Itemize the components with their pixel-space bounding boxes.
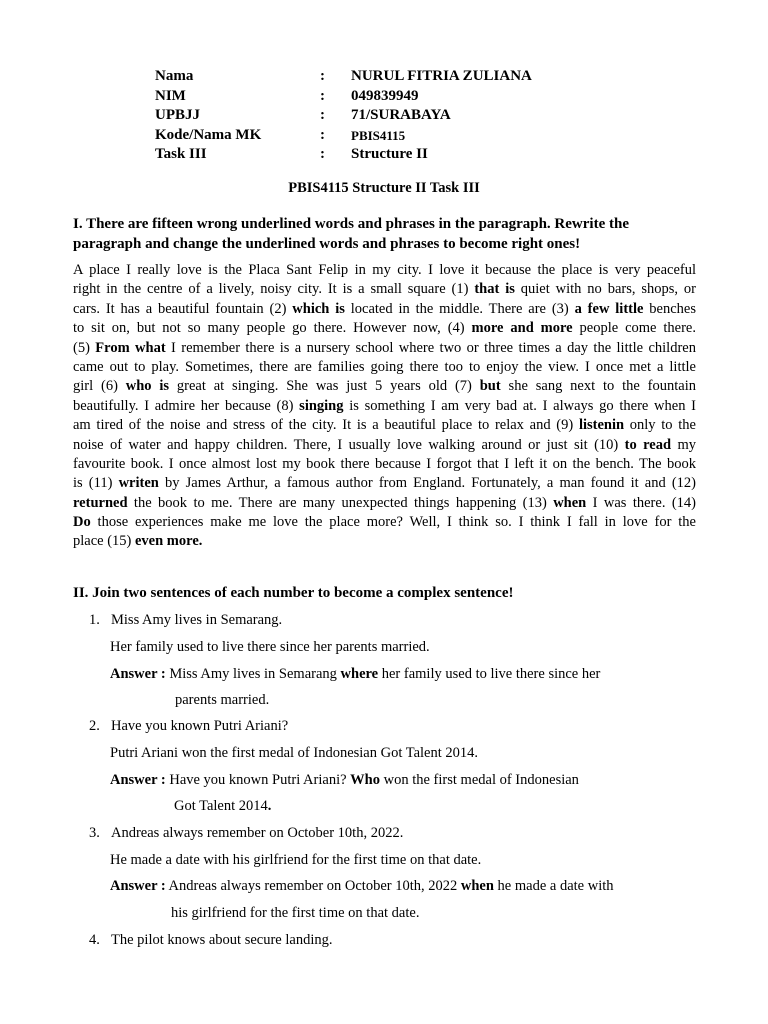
answer-text bbox=[171, 905, 419, 921]
item-2-answer-line-1 bbox=[110, 772, 579, 789]
highlighted-word: when bbox=[460, 878, 494, 894]
info-colon: : bbox=[320, 107, 325, 123]
info-value: 71/SURABAYA bbox=[351, 107, 451, 123]
text-run: beautifully. I admire her because (8) bbox=[73, 397, 300, 414]
item-number: 3. bbox=[89, 825, 100, 841]
text-run: Have you known Putri Ariani? bbox=[165, 772, 351, 788]
item-1-sentence-2: Her family used to live there since her parents married. bbox=[110, 639, 430, 655]
highlighted-word: Do bbox=[73, 514, 91, 531]
text-run: she sang next to the fountain bbox=[500, 378, 696, 395]
paragraph-line bbox=[73, 474, 696, 493]
paragraph-line bbox=[73, 513, 696, 532]
text-run: cars. It has a beautiful fountain (2) bbox=[73, 300, 293, 317]
highlighted-word: listenin bbox=[578, 417, 625, 434]
text-run: Miss Amy lives in Semarang bbox=[165, 666, 341, 682]
paragraph-line bbox=[73, 436, 696, 455]
item-sentence: Miss Amy lives in Semarang. bbox=[111, 612, 283, 628]
section-2-heading: II. Join two sentences of each number to become a complex sentence! bbox=[73, 585, 514, 601]
highlighted-word: writen bbox=[118, 475, 159, 492]
item-sentence: The pilot knows about secure landing. bbox=[111, 932, 333, 948]
info-colon: : bbox=[320, 68, 325, 84]
info-label: Nama bbox=[155, 68, 194, 84]
highlighted-word: who is bbox=[125, 378, 170, 395]
text-run: the book to me. There are many unexpected things happening (13) bbox=[127, 494, 554, 511]
highlighted-word: singing bbox=[299, 397, 344, 414]
info-colon: : bbox=[320, 126, 325, 143]
text-run: those experiences make me love the place more? Well, I think so. I think I fall in love for the bbox=[90, 514, 696, 531]
item-3-sentence-2: He made a date with his girlfriend for the first time on that date. bbox=[110, 852, 482, 868]
info-colon: : bbox=[320, 146, 325, 162]
text-run: Got Talent 2014 bbox=[174, 798, 268, 814]
highlighted-word: Who bbox=[350, 772, 380, 788]
info-value: 049839949 bbox=[351, 87, 419, 104]
paragraph-line bbox=[73, 300, 696, 319]
text-run: to sit on, but not so many people go there. However now, (4) bbox=[73, 320, 472, 337]
paragraph-line bbox=[73, 280, 696, 299]
text-run: her family used to live there since her bbox=[378, 666, 601, 682]
info-label: Task III bbox=[155, 146, 207, 162]
info-label: NIM bbox=[155, 87, 186, 104]
text-run: Andreas always remember on October 10th, 2022 bbox=[165, 878, 461, 894]
text-run: only to the bbox=[624, 417, 696, 434]
info-colon: : bbox=[320, 87, 325, 104]
item-2-sentence-1 bbox=[89, 718, 288, 735]
paragraph-line bbox=[73, 261, 696, 280]
highlighted-word: when bbox=[553, 494, 587, 511]
text-run: (5) bbox=[73, 339, 96, 356]
item-2-answer-line-2 bbox=[174, 798, 271, 815]
item-1-sentence-1 bbox=[89, 612, 282, 629]
answer-label: Answer : bbox=[110, 878, 166, 894]
section-1-heading-line: I. There are fifteen wrong underlined words and phrases in the paragraph. Rewrite the bbox=[73, 216, 629, 232]
highlighted-word: even more. bbox=[135, 533, 203, 550]
info-row-upbjj bbox=[155, 106, 532, 126]
paragraph-line bbox=[73, 455, 696, 474]
text-run: people come there. bbox=[572, 320, 696, 337]
text-run: came out to play. Sometimes, there are families going there too to enjoy the view. I once met a little bbox=[73, 358, 696, 375]
text-run: my bbox=[671, 436, 696, 453]
info-value: Structure II bbox=[351, 146, 428, 162]
section-1-heading bbox=[73, 215, 698, 254]
text-run: is (11) bbox=[73, 475, 119, 492]
text-run: his girlfriend for the first time on that date. bbox=[171, 905, 420, 921]
text-run: great at singing. She was just 5 years old (7) bbox=[169, 378, 480, 395]
info-row-nim bbox=[155, 87, 532, 107]
item-3-answer-line-1 bbox=[110, 878, 614, 895]
paragraph-line bbox=[73, 397, 696, 416]
text-run: I remember there is a nursery school where two or three times a day the little children bbox=[165, 339, 696, 356]
highlighted-word: From what bbox=[95, 339, 166, 356]
highlighted-word: to read bbox=[624, 436, 672, 453]
info-row-task bbox=[155, 145, 532, 165]
highlighted-word: returned bbox=[73, 494, 128, 511]
highlighted-word: which is bbox=[292, 300, 345, 317]
text-run: benches bbox=[643, 300, 696, 317]
item-1-answer-line-2 bbox=[175, 692, 269, 709]
text-run: place (15) bbox=[73, 533, 135, 550]
paragraph-line bbox=[73, 377, 696, 396]
info-value: PBIS4115 bbox=[351, 127, 406, 143]
highlighted-word: that is bbox=[474, 281, 515, 298]
item-sentence: Andreas always remember on October 10th, 2022. bbox=[111, 825, 404, 841]
text-run: noise of water and happy children. There, I usually love walking around or just sit (10) bbox=[73, 436, 625, 453]
item-4-sentence-1 bbox=[89, 932, 332, 949]
text-run: won the first medal of Indonesian bbox=[380, 772, 579, 788]
text-run: am tired of the noise and stress of the city. It is a beautiful place to relax and (9) bbox=[73, 417, 579, 434]
info-row-name bbox=[155, 67, 532, 87]
answer-text bbox=[166, 666, 601, 682]
info-label: Kode/Nama MK bbox=[155, 126, 262, 143]
answer-label: Answer : bbox=[110, 772, 166, 788]
highlighted-word: where bbox=[340, 666, 379, 682]
paragraph-line bbox=[73, 532, 696, 551]
text-run: favourite book. I once almost lost my book there because I forgot that I left it on the bench. The book bbox=[73, 455, 696, 472]
answer-label: Answer : bbox=[110, 666, 166, 682]
answer-text bbox=[174, 798, 271, 814]
text-run: I was there. (14) bbox=[586, 494, 697, 511]
highlighted-word: . bbox=[267, 798, 272, 814]
highlighted-word: but bbox=[479, 378, 501, 395]
item-number: 1. bbox=[89, 612, 100, 628]
info-value: NURUL FITRIA ZULIANA bbox=[351, 68, 532, 84]
student-info-header bbox=[155, 67, 532, 165]
item-number: 2. bbox=[89, 718, 100, 734]
item-sentence: Have you known Putri Ariani? bbox=[111, 718, 289, 734]
paragraph-line bbox=[73, 416, 696, 435]
text-run: located in the middle. There are (3) bbox=[344, 300, 575, 317]
answer-text bbox=[175, 692, 269, 708]
item-number: 4. bbox=[89, 932, 100, 948]
text-run: parents married. bbox=[175, 692, 270, 708]
highlighted-word: a few little bbox=[574, 300, 644, 317]
info-label: UPBJJ bbox=[155, 107, 200, 123]
answer-text bbox=[166, 772, 579, 788]
text-run: girl (6) bbox=[73, 378, 126, 395]
answer-text bbox=[166, 878, 614, 894]
item-1-answer-line-1 bbox=[110, 666, 600, 683]
text-run: quiet with no bars, shops, or bbox=[514, 281, 696, 298]
paragraph-line bbox=[73, 319, 696, 338]
section-1-paragraph bbox=[73, 261, 696, 552]
highlighted-word: more and more bbox=[471, 320, 573, 337]
section-1-heading-line: paragraph and change the underlined words and phrases to become right ones! bbox=[73, 235, 581, 252]
item-3-sentence-1 bbox=[89, 825, 403, 842]
text-run: is something I am very bad at. I always go there when I bbox=[343, 397, 696, 414]
item-2-sentence-2: Putri Ariani won the first medal of Indonesian Got Talent 2014. bbox=[110, 745, 479, 761]
paragraph-line bbox=[73, 339, 696, 358]
item-3-answer-line-2 bbox=[171, 905, 419, 922]
text-run: he made a date with bbox=[493, 878, 614, 894]
text-run: by James Arthur, a famous author from England. Fortunately, a man found it and (12) bbox=[158, 475, 696, 492]
paragraph-line bbox=[73, 494, 696, 513]
text-run: A place I really love is the Placa Sant Felip in my city. I love it because the place is very peaceful bbox=[73, 262, 696, 278]
info-row-course bbox=[155, 126, 532, 146]
text-run: right in the centre of a lively, noisy city. It is a small square (1) bbox=[73, 281, 475, 298]
document-title: PBIS4115 Structure II Task III bbox=[288, 180, 480, 196]
paragraph-line bbox=[73, 358, 696, 377]
